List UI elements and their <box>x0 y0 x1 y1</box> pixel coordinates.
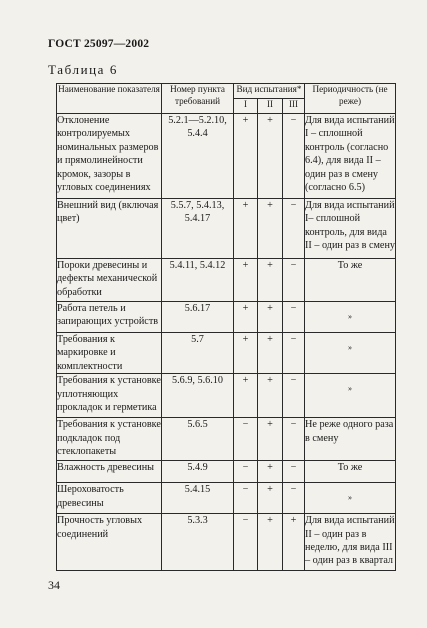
row-clause: 5.4.11, 5.4.12 <box>162 259 234 302</box>
column-header-period: Периодичность (не реже) <box>305 84 396 114</box>
table-row <box>57 114 396 199</box>
row-mark-iii: − <box>283 114 305 199</box>
row-clause: 5.5.7, 5.4.13, 5.4.17 <box>162 199 234 259</box>
row-name: Влажность древесины <box>57 461 162 483</box>
column-header-test-types: Вид испытания* <box>234 84 305 99</box>
row-mark-iii: − <box>283 461 305 483</box>
row-mark-ii: + <box>258 374 283 418</box>
row-mark-i: + <box>234 259 258 302</box>
row-period: Для вида испытаний I– сплошной контроль, для вида II – один раз в смену <box>305 199 396 259</box>
document-header: ГОСТ 25097—2002 <box>48 38 150 50</box>
row-clause: 5.7 <box>162 333 234 374</box>
inspection-table <box>56 83 396 571</box>
row-mark-i: − <box>234 418 258 461</box>
row-mark-ii: + <box>258 333 283 374</box>
row-mark-i: + <box>234 199 258 259</box>
row-mark-i: − <box>234 461 258 483</box>
column-header-type-i: I <box>234 99 258 114</box>
page-number: 34 <box>48 578 60 592</box>
table-row <box>57 333 396 374</box>
row-mark-iii: − <box>283 374 305 418</box>
row-period: » <box>305 302 396 333</box>
row-period: » <box>305 333 396 374</box>
table-row <box>57 302 396 333</box>
table-row <box>57 418 396 461</box>
row-clause: 5.6.17 <box>162 302 234 333</box>
row-period: Для вида испытаний I – сплошной контроль (согласно 6.4), для вида II – один раз в смену (согласно 6.5) <box>305 114 396 199</box>
row-period: Не реже одного раза в смену <box>305 418 396 461</box>
row-mark-ii: + <box>258 302 283 333</box>
row-mark-iii: − <box>283 259 305 302</box>
row-mark-i: − <box>234 483 258 514</box>
row-clause: 5.4.15 <box>162 483 234 514</box>
row-mark-ii: + <box>258 114 283 199</box>
row-mark-ii: + <box>258 461 283 483</box>
row-mark-iii: − <box>283 483 305 514</box>
row-name: Пороки древесины и дефекты механической обработки <box>57 259 162 302</box>
row-mark-i: + <box>234 374 258 418</box>
row-mark-iii: − <box>283 199 305 259</box>
row-period: » <box>305 374 396 418</box>
row-period: То же <box>305 259 396 302</box>
row-mark-i: + <box>234 333 258 374</box>
table-row <box>57 259 396 302</box>
row-mark-i: − <box>234 514 258 571</box>
row-mark-ii: + <box>258 259 283 302</box>
row-clause: 5.3.3 <box>162 514 234 571</box>
row-period: Для вида испытаний II – один раз в неделю, для вида III – один раз в квартал <box>305 514 396 571</box>
table-row <box>57 374 396 418</box>
row-mark-iii: − <box>283 333 305 374</box>
row-mark-ii: + <box>258 483 283 514</box>
row-mark-ii: + <box>258 418 283 461</box>
table-row <box>57 483 396 514</box>
row-clause: 5.6.9, 5.6.10 <box>162 374 234 418</box>
row-mark-i: + <box>234 114 258 199</box>
row-mark-ii: + <box>258 514 283 571</box>
table-row <box>57 199 396 259</box>
row-mark-iii: + <box>283 514 305 571</box>
row-mark-ii: + <box>258 199 283 259</box>
row-clause: 5.2.1—5.2.10, 5.4.4 <box>162 114 234 199</box>
table-caption: Таблица 6 <box>48 62 118 77</box>
row-clause: 5.6.5 <box>162 418 234 461</box>
row-name: Отклонение контролируемых номинальных размеров и прямолинейности кромок, зазоры в угловых соединениях <box>57 114 162 199</box>
row-name: Внешний вид (включая цвет) <box>57 199 162 259</box>
column-header-type-ii: II <box>258 99 283 114</box>
table-row <box>57 461 396 483</box>
row-name: Шероховатость древесины <box>57 483 162 514</box>
row-mark-i: + <box>234 302 258 333</box>
row-period: » <box>305 483 396 514</box>
column-header-clause: Номер пункта требований <box>162 84 234 114</box>
table-row <box>57 514 396 571</box>
row-mark-iii: − <box>283 302 305 333</box>
row-name: Требования к установке подкладок под стеклопакеты <box>57 418 162 461</box>
row-name: Прочность угловых соединений <box>57 514 162 571</box>
column-header-type-iii: III <box>283 99 305 114</box>
row-name: Работа петель и запирающих устройств <box>57 302 162 333</box>
row-period: То же <box>305 461 396 483</box>
row-name: Требования к установке уплотняющих прокладок и герметика <box>57 374 162 418</box>
row-mark-iii: − <box>283 418 305 461</box>
row-clause: 5.4.9 <box>162 461 234 483</box>
column-header-name: Наименование показателя <box>57 84 162 114</box>
row-name: Требования к маркировке и комплектности <box>57 333 162 374</box>
